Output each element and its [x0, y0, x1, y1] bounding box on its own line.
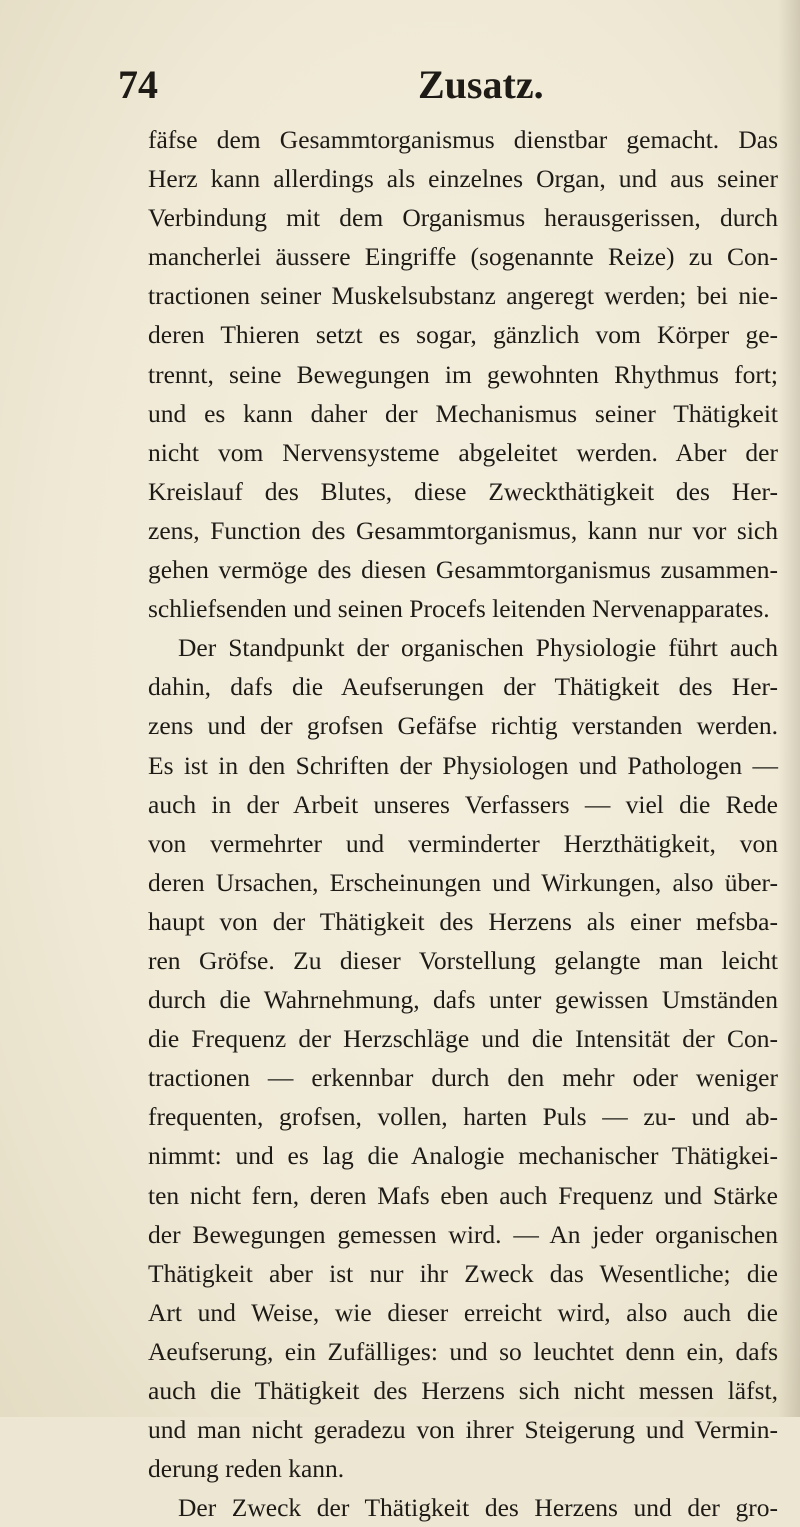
text-line: Kreislauf des Blutes, diese Zweckthätigkeit des Her- [148, 476, 778, 506]
text-line: Der Standpunkt der organischen Physiologie führt auch [178, 633, 778, 663]
text-line: die Frequenz der Herzschläge und die Intensität der Con- [148, 1024, 778, 1054]
text-line: ren Gröfse. Zu dieser Vorstellung gelangte man leicht [148, 945, 778, 975]
text-line: mancherlei äussere Eingriffe (sogenannte Reize) zu Con- [148, 242, 778, 272]
text-line: frequenten, grofsen, vollen, harten Puls — zu- und ab- [148, 1102, 778, 1132]
page-number: 74 [118, 62, 158, 107]
running-head-title: Zusatz. [418, 62, 544, 107]
text-line: fäfse dem Gesammtorganismus dienstbar gemacht. Das [148, 125, 778, 154]
text-line: zens und der grofsen Gefäfse richtig verstanden werden. [148, 711, 778, 741]
text-line: auch die Thätigkeit des Herzens sich nicht messen läfst, [148, 1376, 778, 1405]
text-line: gehen vermöge des diesen Gesammtorganismus zusammen- [148, 555, 778, 585]
text-line: schliefsenden und seinen Procefs leitenden Nervenapparates. [148, 594, 770, 624]
text-line: nimmt: und es lag die Analogie mechanischer Thätigkei- [148, 1141, 778, 1171]
text-line: tractionen seiner Muskelsubstanz angeregt werden; bei nie- [148, 281, 778, 311]
text-line: Art und Weise, wie dieser erreicht wird, also auch die [148, 1297, 778, 1327]
text-line: haupt von der Thätigkeit des Herzens als einer mefsba- [148, 906, 778, 936]
text-line: dahin, dafs die Aeufserungen der Thätigkeit des Her- [148, 672, 778, 702]
page-gutter-shadow [778, 0, 800, 1417]
running-head [0, 60, 800, 110]
text-line: zens, Function des Gesammtorganismus, kann nur vor sich [148, 515, 778, 545]
text-line: auch in der Arbeit unseres Verfassers — viel die Rede [148, 789, 778, 819]
text-line: Der Zweck der Thätigkeit des Herzens und der gro- [178, 1493, 778, 1523]
text-line: ten nicht fern, deren Mafs eben auch Frequenz und Stärke [148, 1180, 778, 1210]
body-text [148, 120, 778, 1527]
text-line: deren Ursachen, Erscheinungen und Wirkungen, also über- [148, 867, 778, 897]
text-line: tractionen — erkennbar durch den mehr oder weniger [148, 1063, 778, 1093]
text-line: deren Thieren setzt es sogar, gänzlich vom Körper ge- [148, 320, 778, 350]
text-line: und es kann daher der Mechanismus seiner Thätigkeit [148, 398, 778, 428]
text-line: trennt, seine Bewegungen im gewohnten Rhythmus fort; [148, 359, 778, 389]
text-line: durch die Wahrnehmung, dafs unter gewissen Umständen [148, 985, 778, 1015]
text-line: nicht vom Nervensysteme abgeleitet werden. Aber der [148, 437, 778, 467]
text-line: Es ist in den Schriften der Physiologen und Pathologen — [148, 750, 778, 780]
text-line: und man nicht geradezu von ihrer Steigerung und Vermin- [148, 1415, 778, 1445]
text-line: von vermehrter und verminderter Herzthätigkeit, von [148, 828, 778, 858]
text-line: Aeufserung, ein Zufälliges: und so leuchtet denn ein, dafs [148, 1336, 778, 1366]
text-line: der Bewegungen gemessen wird. — An jeder organischen [148, 1219, 778, 1249]
text-line: Thätigkeit aber ist nur ihr Zweck das Wesentliche; die [148, 1258, 778, 1288]
text-line: Verbindung mit dem Organismus herausgerissen, durch [148, 203, 778, 233]
text-line: Herz kann allerdings als einzelnes Organ, und aus seiner [148, 164, 778, 194]
text-line: derung reden kann. [148, 1454, 345, 1484]
